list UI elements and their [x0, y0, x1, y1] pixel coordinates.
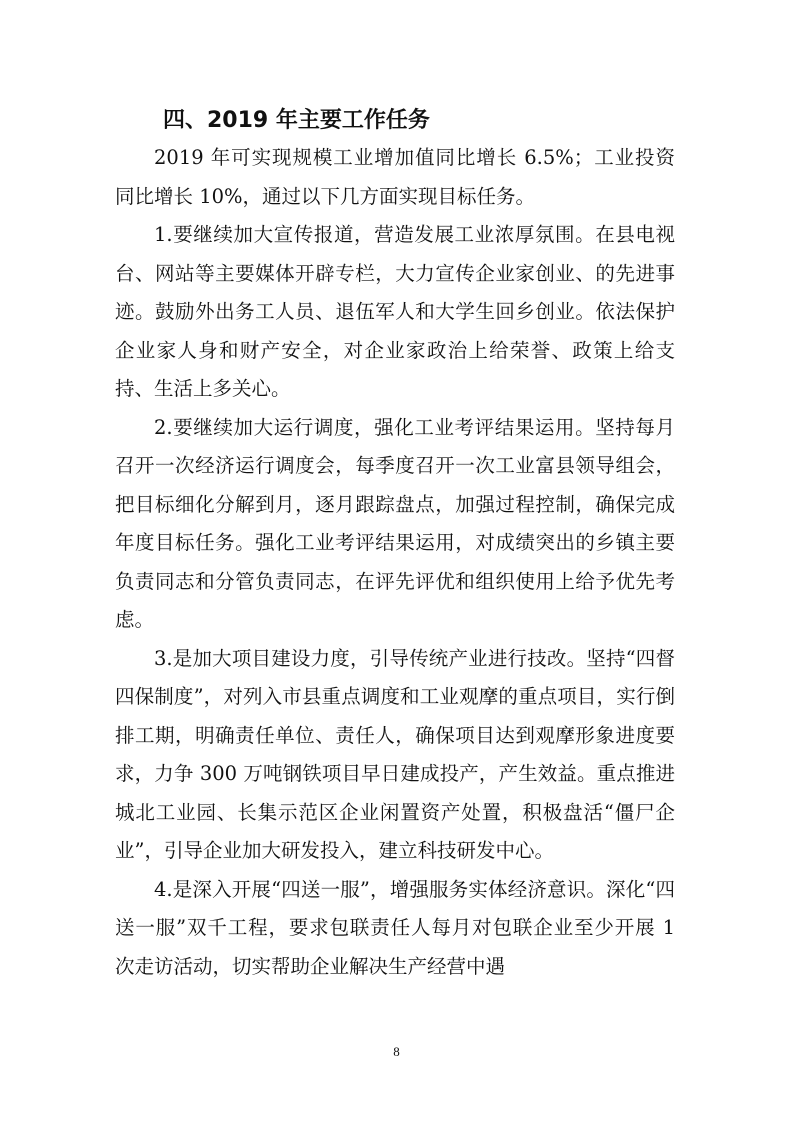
paragraph-intro: 2019 年可实现规模工业增加值同比增长 6.5%；工业投资同比增长 10%，通过以下几方面实现目标任务。: [115, 146, 675, 208]
paragraph-item-2: 2.要继续加大运行调度，强化工业考评结果运用。坚持每月召开一次经济运行调度会，每季度召开一次工业富县领导组会，把目标细化分解到月，逐月跟踪盘点，加强过程控制，确保完成年度目标任务。强化工业考评结果运用，对成绩突出的乡镇主要负责同志和分管负责同志，在评先评优和组织使用上给予优先考虑。: [115, 415, 675, 631]
page-number: 8: [393, 1044, 400, 1059]
section-heading: 四、2019 年主要工作任务: [163, 108, 430, 133]
paragraph-item-4: 4.是深入开展“四送一服”，增强服务实体经济意识。深化“四送一服”双千工程，要求包联责任人每月对包联企业至少开展 1 次走访活动，切实帮助企业解决生产经营中遇: [115, 877, 675, 978]
paragraph-item-1: 1.要继续加大宣传报道，营造发展工业浓厚氛围。在县电视台、网站等主要媒体开辟专栏，大力宣传企业家创业、的先进事迹。鼓励外出务工人员、退伍军人和大学生回乡创业。依法保护企业家人身和财产安全，对企业家政治上给荣誉、政策上给支持、生活上多关心。: [115, 223, 675, 400]
body-text: [115, 138, 675, 986]
paragraph-item-3: 3.是加大项目建设力度，引导传统产业进行技改。坚持“四督四保制度”，对列入市县重点调度和工业观摩的重点项目，实行倒排工期，明确责任单位、责任人，确保项目达到观摩形象进度要求，力争 300 万吨钢铁项目早日建成投产，产生效益。重点推进城北工业园、长集示范区企业闲置资产处置，积极盘活“僵尸企业”，引导企业加大研发投入，建立科技研发中心。: [115, 646, 675, 862]
